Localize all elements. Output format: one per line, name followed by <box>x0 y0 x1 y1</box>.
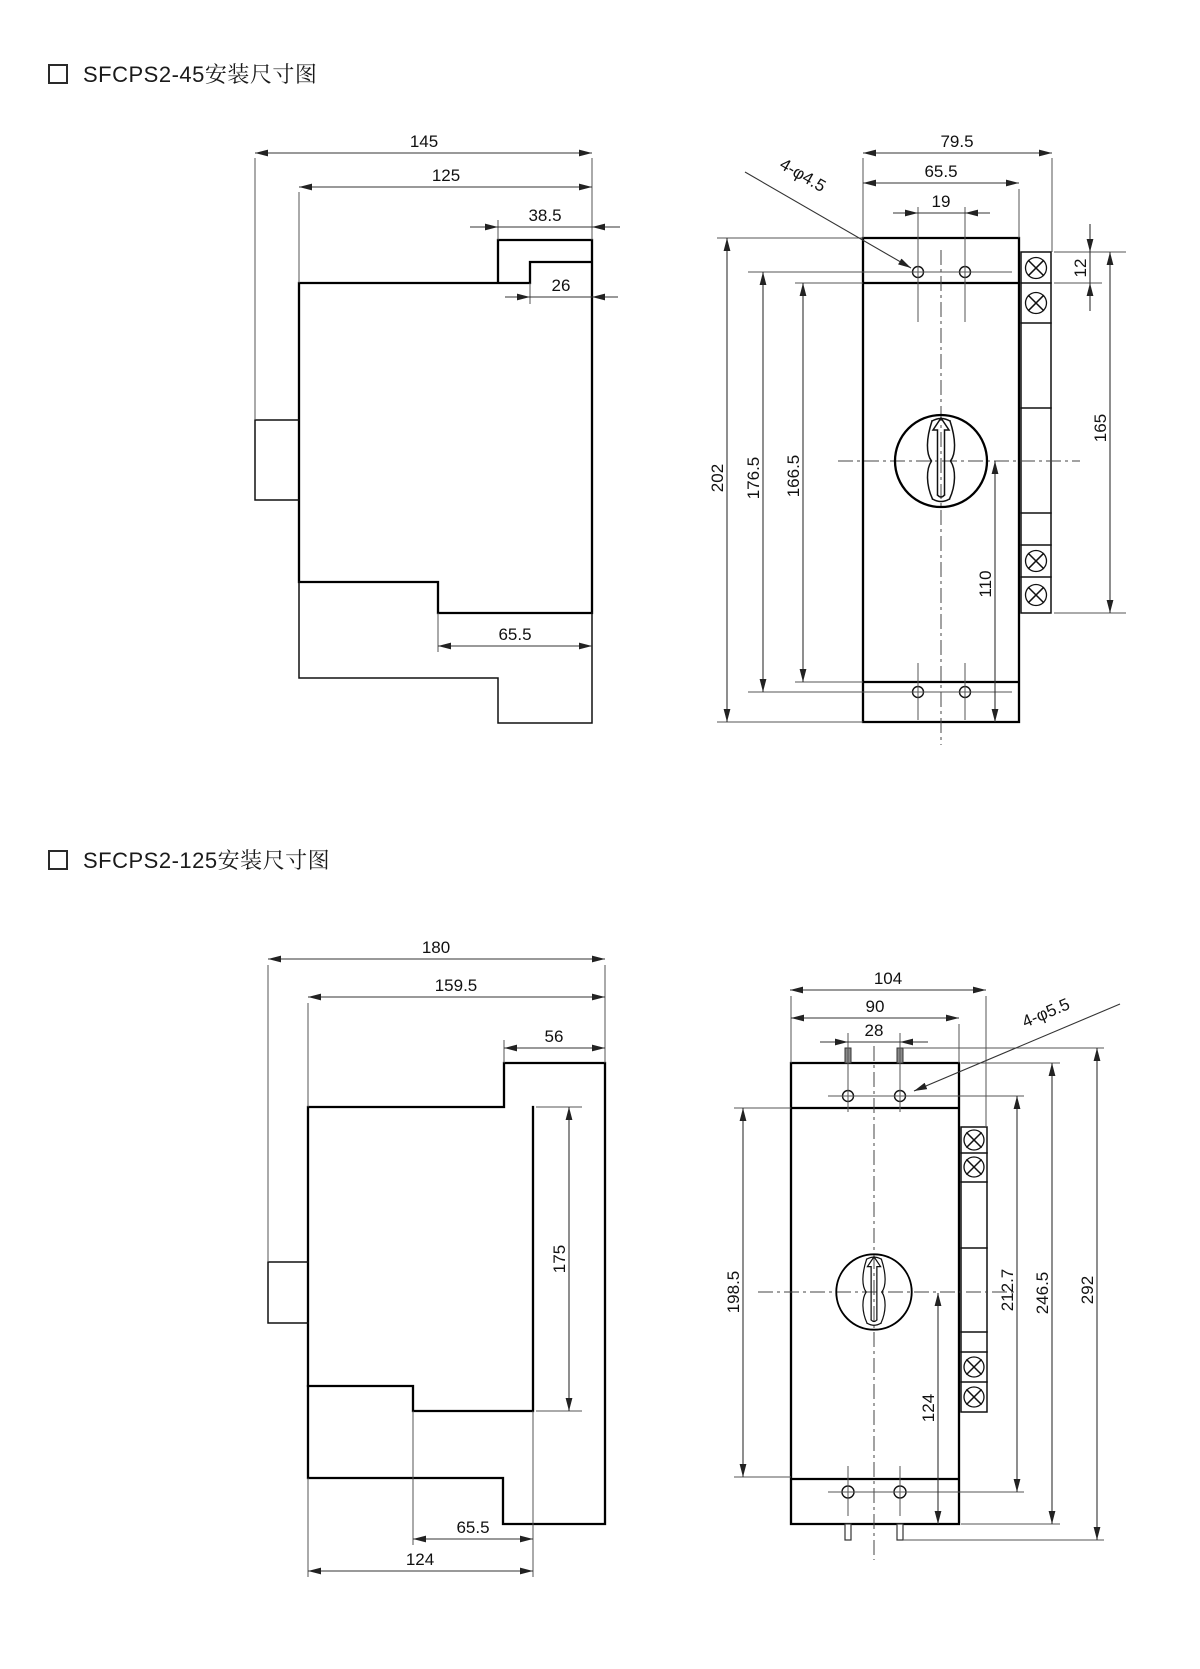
dim-label: 104 <box>873 969 903 988</box>
terminal-screw-icon <box>1026 551 1047 572</box>
section-title-text: SFCPS2-125安装尺寸图 <box>83 848 331 873</box>
sfcps2-125-front-view <box>724 969 1120 1560</box>
dim-label: 166.5 <box>784 454 803 498</box>
dim-label: 65.5 <box>456 1518 490 1537</box>
dim-label: 292 <box>1078 1275 1097 1305</box>
sfcps2-125-side-view <box>268 938 605 1577</box>
dim-label: 125 <box>431 166 461 185</box>
hole-callout-leader <box>745 172 911 268</box>
terminal-screw-icon <box>964 1130 984 1150</box>
dim-label: 110 <box>976 570 995 598</box>
dim-label: 176.5 <box>744 456 763 500</box>
terminal-screw-icon <box>1026 585 1047 606</box>
terminal-screw-icon <box>964 1357 984 1377</box>
dim-label: 19 <box>931 192 951 211</box>
dim-label: 145 <box>409 132 439 151</box>
dim-label: 202 <box>708 463 727 493</box>
dim-label: 124 <box>919 1393 938 1423</box>
dim-label: 246.5 <box>1033 1271 1052 1315</box>
dim-label: 124 <box>405 1550 435 1569</box>
sfcps2-45-front-view <box>708 132 1126 745</box>
dim-label: 12 <box>1071 258 1090 278</box>
dim-label: 212.7 <box>998 1268 1017 1312</box>
terminal-screw-icon <box>964 1387 984 1407</box>
dim-label: 159.5 <box>434 976 478 995</box>
dim-label: 28 <box>864 1021 884 1040</box>
dim-label: 90 <box>865 997 885 1016</box>
section-title-text: SFCPS2-45安装尺寸图 <box>83 62 318 87</box>
terminal-screw-icon <box>1026 293 1047 314</box>
terminal-strip <box>961 1127 987 1412</box>
dim-label: 65.5 <box>498 625 532 644</box>
dim-label: 165 <box>1091 413 1110 443</box>
terminal-screw-icon <box>964 1157 984 1177</box>
terminal-screw-icon <box>1026 258 1047 279</box>
dim-label: 26 <box>551 276 571 295</box>
hole-callout: 4-φ4.5 <box>776 154 830 196</box>
din-rail-clip <box>268 1262 308 1323</box>
sfcps2-45-side-view <box>255 132 620 723</box>
centerline <box>838 250 1080 745</box>
dim-label: 180 <box>421 938 451 957</box>
hole-callout: 4-φ5.5 <box>1019 994 1073 1032</box>
mounting-pin <box>897 1524 903 1540</box>
din-rail-clip <box>255 420 299 500</box>
dim-label: 79.5 <box>940 132 974 151</box>
dim-label: 198.5 <box>724 1270 743 1314</box>
dim-label: 38.5 <box>528 206 562 225</box>
dim-label: 56 <box>544 1027 564 1046</box>
terminal-strip <box>1021 252 1051 613</box>
mounting-pin <box>845 1524 851 1540</box>
centerline <box>758 1046 1016 1560</box>
dim-label: 65.5 <box>924 162 958 181</box>
dim-label: 175 <box>550 1244 569 1274</box>
